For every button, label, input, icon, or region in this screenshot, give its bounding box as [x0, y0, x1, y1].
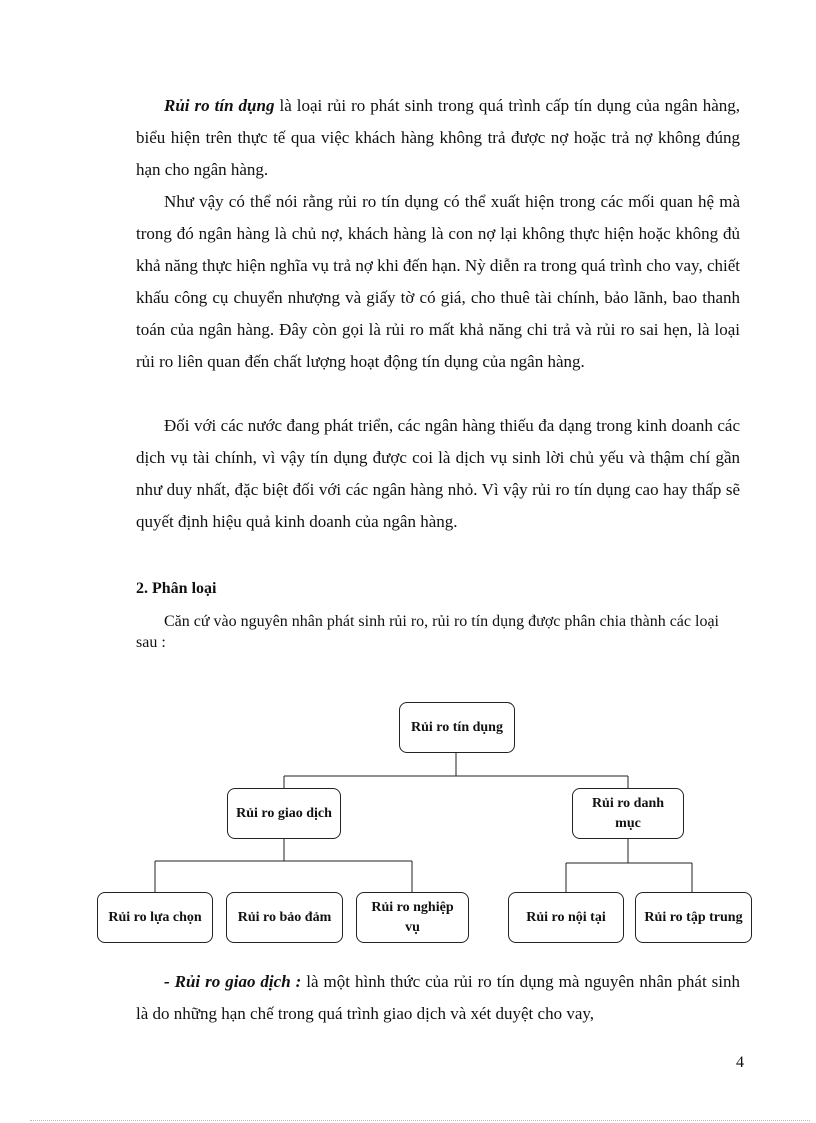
- node-operational-risk: Rủi ro nghiệp vụ: [356, 892, 469, 943]
- node-intrinsic-risk: Rủi ro nội tại: [508, 892, 624, 943]
- page-number: 4: [736, 1054, 744, 1071]
- node-guarantee-risk: Rủi ro bảo đảm: [226, 892, 343, 943]
- node-concentration-risk: Rủi ro tập trung: [635, 892, 752, 943]
- paragraph-developing-countries: Đối với các nước đang phát triển, các ngân hàng thiếu đa dạng trong kinh doanh các dịch vụ tài chính, vì vậy tín dụng được coi là dịch vụ sinh lời chủ yếu và thậm chí gần như duy nhất, đặc biệt đối với các ngân hàng nhỏ. Vì vậy rủi ro tín dụng cao hay thấp sẽ quyết định hiệu quả kinh doanh của ngân hàng.: [136, 416, 740, 531]
- node-portfolio-risk: Rủi ro danh mục: [572, 788, 684, 839]
- paragraph-credit-risk-definition: [136, 90, 740, 186]
- paragraph-text: là một hình thức của rủi ro tín dụng mà nguyên nhân phát sinh là do những hạn chế trong quá trình giao dịch và xét duyệt cho vay,: [136, 972, 740, 1023]
- term-credit-risk: Rủi ro tín dụng: [164, 96, 275, 115]
- paragraph-text: là loại rủi ro phát sinh trong quá trình cấp tín dụng của ngân hàng, biểu hiện trên thực tế qua việc khách hàng không trả được nợ hoặc trả nợ không đúng hạn cho ngân hàng.: [136, 96, 740, 179]
- node-transaction-risk: Rủi ro giao dịch: [227, 788, 341, 839]
- section-heading: 2. Phân loại: [136, 580, 217, 597]
- node-credit-risk: Rủi ro tín dụng: [399, 702, 515, 753]
- paragraph-transaction-risk: [136, 966, 740, 1030]
- footer-divider: [30, 1120, 810, 1121]
- node-selection-risk: Rủi ro lựa chọn: [97, 892, 213, 943]
- paragraph-credit-risk-relations: Như vậy có thể nói rằng rủi ro tín dụng có thể xuất hiện trong các mối quan hệ mà trong đó ngân hàng là chủ nợ, khách hàng là con nợ lại không thực hiện hoặc không đủ khả năng thực hiện nghĩa vụ trả nợ khi đến hạn. Nỳ diễn ra trong quá trình cho vay, chiết khấu công cụ chuyển nhượng và giấy tờ có giá, cho thuê tài chính, bảo lãnh, bao thanh toán của ngân hàng. Đây còn gọi là rủi ro mất khả năng chi trả và rủi ro sai hẹn, là loại rủi ro liên quan đến chất lượng hoạt động tín dụng của ngân hàng.: [136, 192, 740, 371]
- term-transaction-risk: - Rủi ro giao dịch :: [164, 972, 302, 991]
- section-intro: Căn cứ vào nguyên nhân phát sinh rủi ro, rủi ro tín dụng được phân chia thành các loại sau :: [136, 613, 719, 651]
